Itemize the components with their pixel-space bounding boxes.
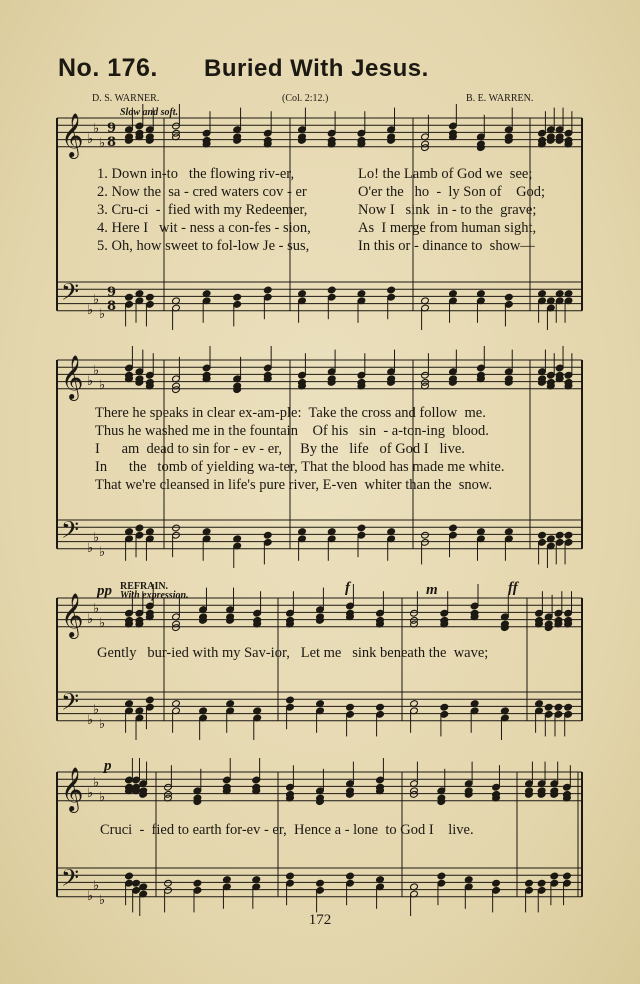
svg-text:♭: ♭ — [99, 615, 106, 631]
scripture-reference: (Col. 2:12.) — [282, 93, 329, 104]
svg-text:♭: ♭ — [93, 702, 100, 718]
svg-text:9: 9 — [107, 121, 117, 136]
svg-text:♭: ♭ — [99, 306, 106, 322]
svg-text:♭: ♭ — [99, 789, 106, 805]
hymn-number: No. 176. — [58, 54, 158, 82]
verse-5-line-1-right: In this or - dinance to show— — [358, 238, 535, 254]
composer-credit: B. E. WARREN. — [466, 93, 534, 104]
svg-text:♭: ♭ — [99, 377, 106, 393]
verse-3-line-2: I am dead to sin for - ev - er, By the life of God I live. — [95, 441, 465, 457]
refrain-line-2: Cruci - fied to earth for-ev - er, Hence a - lone to God I live. — [100, 822, 474, 838]
dynamic-ff: ff — [508, 580, 518, 596]
refrain-line-1: Gently bur-ied with my Sav-ior, Let me sink beneath the wave; — [97, 645, 489, 661]
author-credit: D. S. WARNER. — [92, 93, 160, 104]
svg-text:♭: ♭ — [93, 292, 100, 308]
svg-text:♭: ♭ — [87, 541, 94, 557]
verse-4-line-1-left: 4. Here I wit - ness a con-fes - sion, — [97, 220, 311, 236]
svg-text:♭: ♭ — [87, 303, 94, 319]
dynamic-f: f — [345, 580, 350, 596]
verse-2-line-1-left: 2. Now the sa - cred waters cov - er — [97, 184, 307, 200]
svg-text:♭: ♭ — [87, 132, 94, 148]
verse-1-line-1-right: Lo! the Lamb of God we see; — [358, 166, 533, 182]
svg-text:♭: ♭ — [99, 135, 106, 151]
svg-text:♭: ♭ — [93, 601, 100, 617]
svg-text:♭: ♭ — [99, 544, 106, 560]
svg-text:8: 8 — [107, 135, 117, 150]
svg-text:♭: ♭ — [87, 374, 94, 390]
svg-text:𝄢: 𝄢 — [61, 516, 80, 549]
verse-2-line-1-right: O'er the ho - ly Son of God; — [358, 184, 546, 200]
svg-text:9: 9 — [107, 285, 117, 300]
hymn-title: Buried With Jesus. — [204, 55, 429, 82]
verse-5-line-1-left: 5. Oh, how sweet to fol-low Je - sus, — [97, 238, 310, 254]
verse-1-line-2: There he speaks in clear ex-am-ple: Take the cross and follow me. — [95, 405, 486, 421]
svg-text:𝄢: 𝄢 — [61, 278, 80, 311]
verse-1-line-1-left: 1. Down in-to the flowing riv-er, — [97, 166, 295, 182]
svg-text:♭: ♭ — [87, 713, 94, 729]
svg-text:8: 8 — [107, 299, 117, 314]
verse-4-line-2: In the tomb of yielding wa-ter, That the blood has made me white. — [95, 459, 505, 475]
refrain-label: REFRAIN. — [120, 581, 169, 592]
svg-text:♭: ♭ — [87, 612, 94, 628]
verse-3-line-1-left: 3. Cru-ci - fied with my Redeemer, — [97, 202, 308, 218]
svg-text:𝄞: 𝄞 — [61, 767, 84, 811]
verse-2-line-2: Thus he washed me in the fountain Of his sin - a-ton-ing blood. — [95, 423, 489, 439]
verse-5-line-2: That we're cleansed in life's pure river, E-ven whiter than the snow. — [95, 477, 493, 493]
svg-text:♭: ♭ — [99, 716, 106, 732]
svg-text:𝄞: 𝄞 — [61, 593, 84, 637]
verse-4-line-1-right: As I merge from human sight, — [358, 220, 537, 236]
svg-text:𝄞: 𝄞 — [61, 355, 84, 399]
dynamic-m: m — [426, 582, 438, 598]
svg-text:♭: ♭ — [93, 363, 100, 379]
svg-text:♭: ♭ — [87, 786, 94, 802]
svg-text:♭: ♭ — [99, 892, 106, 908]
verse-3-line-1-right: Now I sink in - to the grave; — [358, 202, 537, 218]
svg-text:♭: ♭ — [93, 775, 100, 791]
svg-text:𝄞: 𝄞 — [61, 113, 84, 157]
svg-text:♭: ♭ — [93, 121, 100, 137]
svg-text:♭: ♭ — [87, 889, 94, 905]
svg-text:𝄢: 𝄢 — [61, 864, 80, 897]
svg-text:𝄢: 𝄢 — [61, 688, 80, 721]
dynamic-p: p — [104, 758, 112, 774]
page-number: 172 — [308, 912, 332, 928]
dynamic-pp: pp — [97, 583, 112, 599]
tempo-marking: Slow and soft. — [120, 107, 179, 118]
svg-text:♭: ♭ — [93, 530, 100, 546]
refrain-expression: With expression. — [120, 590, 189, 601]
svg-text:♭: ♭ — [93, 878, 100, 894]
